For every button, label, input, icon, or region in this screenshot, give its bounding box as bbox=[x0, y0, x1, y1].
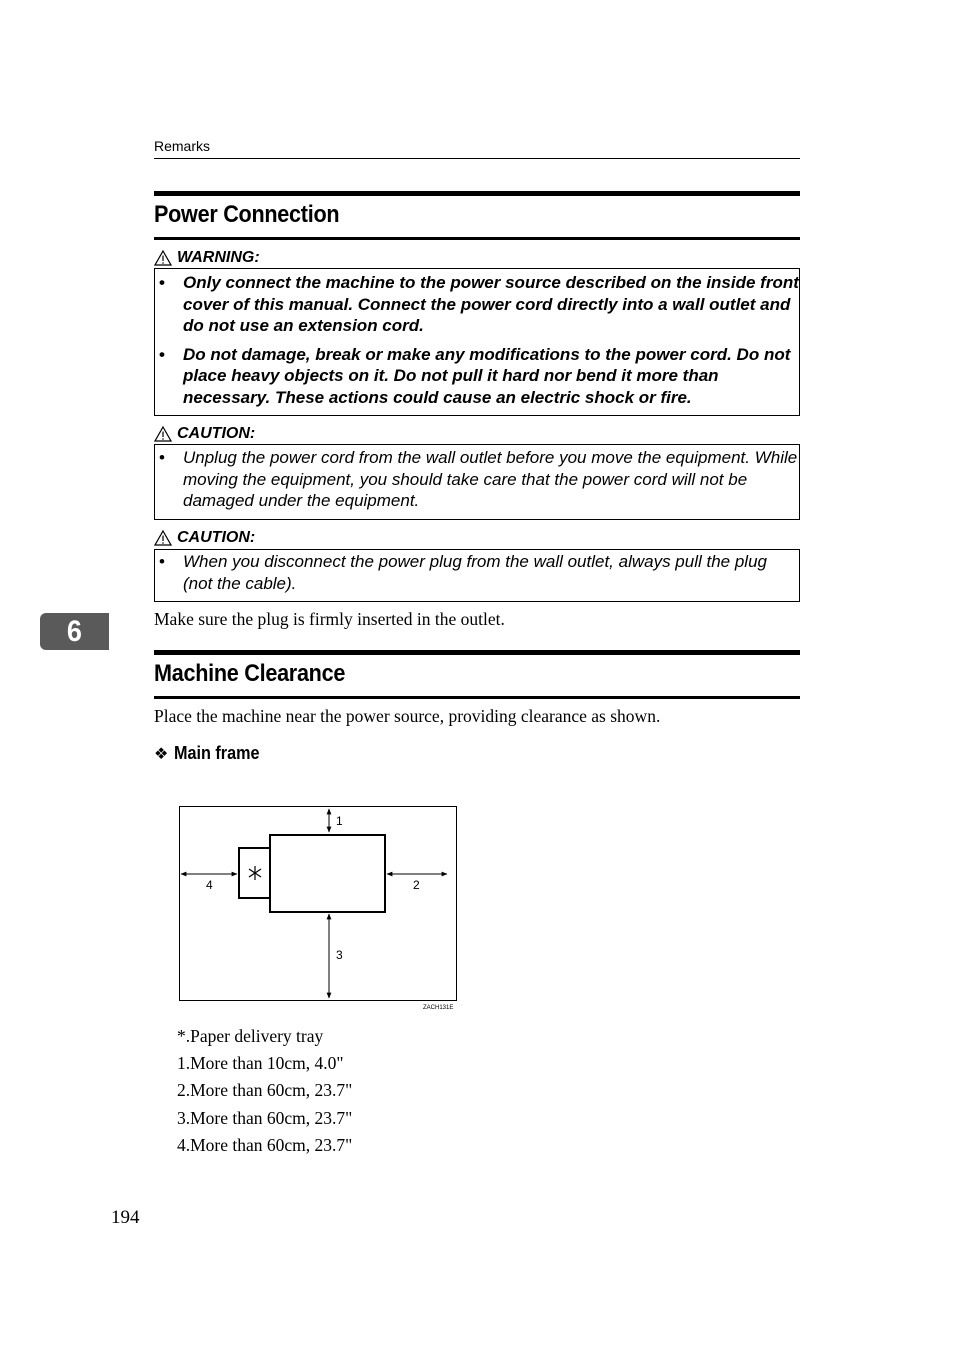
caution-item: • Unplug the power cord from the wall outlet before you move the equipment. While moving the equipment, you should take care that the power cord will not be damaged under the equipment. bbox=[159, 448, 798, 510]
diamond-bullet-icon: ❖ bbox=[154, 745, 169, 763]
clearance-intro: Place the machine near the power source, providing clearance as shown. bbox=[154, 706, 661, 726]
warning-item-text: Only connect the machine to the power source described on the inside front cover of this manual. Connect the power cord directly into a wall outlet and do not use an extension cord. bbox=[183, 273, 799, 335]
diagram-code: ZACH131E bbox=[423, 1005, 454, 1011]
chapter-number: 6 bbox=[66, 614, 83, 648]
warning-label-text: WARNING: bbox=[177, 249, 260, 266]
caution-box bbox=[154, 549, 800, 602]
warning-item: • Only connect the machine to the power source described on the inside front cover of this manual. Connect the power cord directly into a wall outlet and do not use an extension cord. bbox=[159, 273, 799, 335]
machine-body bbox=[270, 835, 385, 912]
warning-box bbox=[154, 268, 800, 416]
clearance-diagram bbox=[179, 806, 458, 1012]
subheading-main-frame bbox=[154, 743, 269, 764]
section-bottom-rule bbox=[154, 696, 800, 699]
section-top-rule bbox=[154, 191, 800, 196]
caution-label bbox=[154, 425, 255, 443]
section-bottom-rule bbox=[154, 237, 800, 240]
caution-label-text: CAUTION: bbox=[177, 425, 256, 442]
clearance-label-3: 3 bbox=[336, 948, 343, 962]
legend-item: 1.More than 10cm, 4.0" bbox=[177, 1053, 344, 1073]
warning-item: • Do not damage, break or make any modifications to the power cord. Do not place heavy objects on it. Do not pull it hard nor bend it more than necessary. These actions could cause an electric shock or fire. bbox=[159, 344, 791, 407]
warning-triangle-icon bbox=[154, 250, 172, 266]
page-number: 194 bbox=[111, 1207, 140, 1228]
tray-asterisk-icon bbox=[249, 866, 261, 880]
section-title-power-connection: Power Connection bbox=[154, 201, 340, 228]
caution-item-text: Unplug the power cord from the wall outlet before you move the equipment. While moving the equipment, you should take care that the power cord will not be damaged under the equipment. bbox=[183, 448, 798, 510]
caution-item-text: When you disconnect the power plug from the wall outlet, always pull the plug (not the cable). bbox=[183, 552, 767, 593]
clearance-label-4: 4 bbox=[206, 878, 213, 892]
header-rule bbox=[154, 158, 800, 159]
clearance-label-1: 1 bbox=[336, 814, 343, 828]
running-header: Remarks bbox=[154, 138, 211, 154]
warning-triangle-icon bbox=[154, 426, 172, 442]
clearance-label-2: 2 bbox=[413, 878, 420, 892]
subheading-text: Main frame bbox=[174, 743, 260, 763]
legend-item: 3.More than 60cm, 23.7" bbox=[177, 1108, 353, 1128]
caution-box bbox=[154, 444, 800, 520]
section-title-machine-clearance: Machine Clearance bbox=[154, 660, 346, 687]
chapter-tab bbox=[40, 613, 109, 650]
warning-triangle-icon bbox=[154, 530, 172, 546]
caution-item: • When you disconnect the power plug from the wall outlet, always pull the plug (not the cable). bbox=[159, 552, 767, 593]
legend-item: 2.More than 60cm, 23.7" bbox=[177, 1080, 353, 1100]
legend-item: 4.More than 60cm, 23.7" bbox=[177, 1135, 353, 1155]
caution-label bbox=[154, 529, 255, 547]
plug-note: Make sure the plug is firmly inserted in the outlet. bbox=[154, 609, 505, 629]
caution-label-text: CAUTION: bbox=[177, 529, 256, 546]
legend-item: *.Paper delivery tray bbox=[177, 1026, 324, 1046]
section-top-rule bbox=[154, 650, 800, 655]
warning-item-text: Do not damage, break or make any modifications to the power cord. Do not place heavy objects on it. Do not pull it hard nor bend it more than necessary. These actions could cause an electric shock or fire. bbox=[183, 344, 791, 407]
warning-label bbox=[154, 249, 260, 267]
